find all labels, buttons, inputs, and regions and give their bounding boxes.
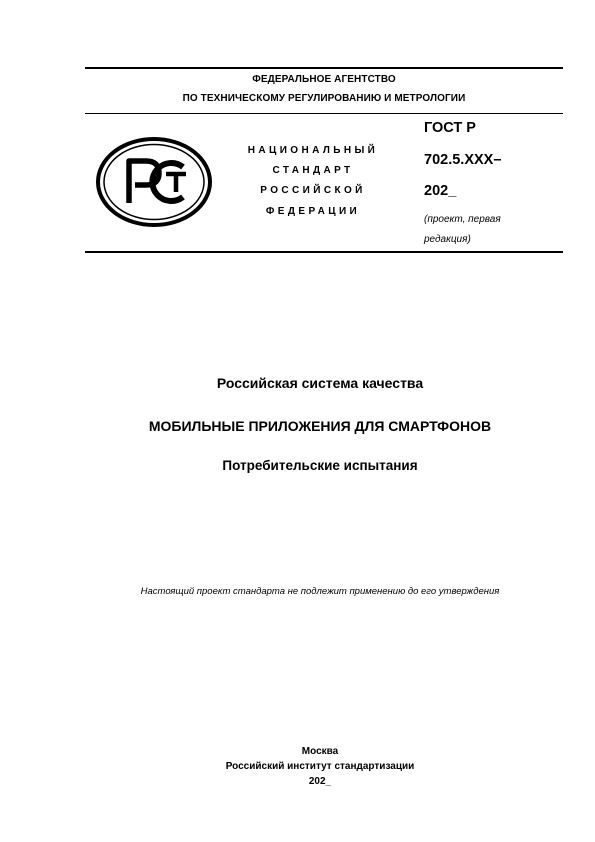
national-standard-line1: НАЦИОНАЛЬНЫЙ — [247, 145, 379, 156]
publisher-name: Российский институт стандартизации — [225, 761, 415, 772]
draft-status-line1: (проект, первая — [424, 214, 501, 225]
bottom-rule — [85, 251, 563, 253]
document-subtitle: Потребительские испытания — [222, 458, 418, 473]
middle-rule — [85, 113, 563, 114]
publication-city: Москва — [301, 746, 339, 757]
rst-logo-icon — [95, 136, 213, 228]
standard-designation-line1: ГОСТ Р — [424, 120, 476, 136]
national-standard-line4: ФЕДЕРАЦИИ — [265, 206, 361, 217]
agency-name-line1: ФЕДЕРАЛЬНОЕ АГЕНТСТВО — [252, 74, 396, 85]
top-rule — [85, 67, 563, 69]
series-title: Российская система качества — [216, 375, 424, 391]
document-title: МОБИЛЬНЫЕ ПРИЛОЖЕНИЯ ДЛЯ СМАРТФОНОВ — [148, 418, 492, 434]
standard-designation-line2: 702.5.XXX– — [424, 152, 502, 168]
national-standard-line3: РОССИЙСКОЙ — [260, 185, 366, 196]
standard-designation-line3: 202_ — [424, 183, 457, 199]
publication-year: 202_ — [308, 776, 332, 787]
draft-status-line2: редакция) — [424, 234, 471, 245]
draft-notice: Настоящий проект стандарта не подлежит применению до его утверждения — [140, 586, 500, 597]
national-standard-line2: СТАНДАРТ — [272, 165, 354, 176]
agency-name-line2: ПО ТЕХНИЧЕСКОМУ РЕГУЛИРОВАНИЮ И МЕТРОЛОГИИ — [182, 93, 466, 104]
